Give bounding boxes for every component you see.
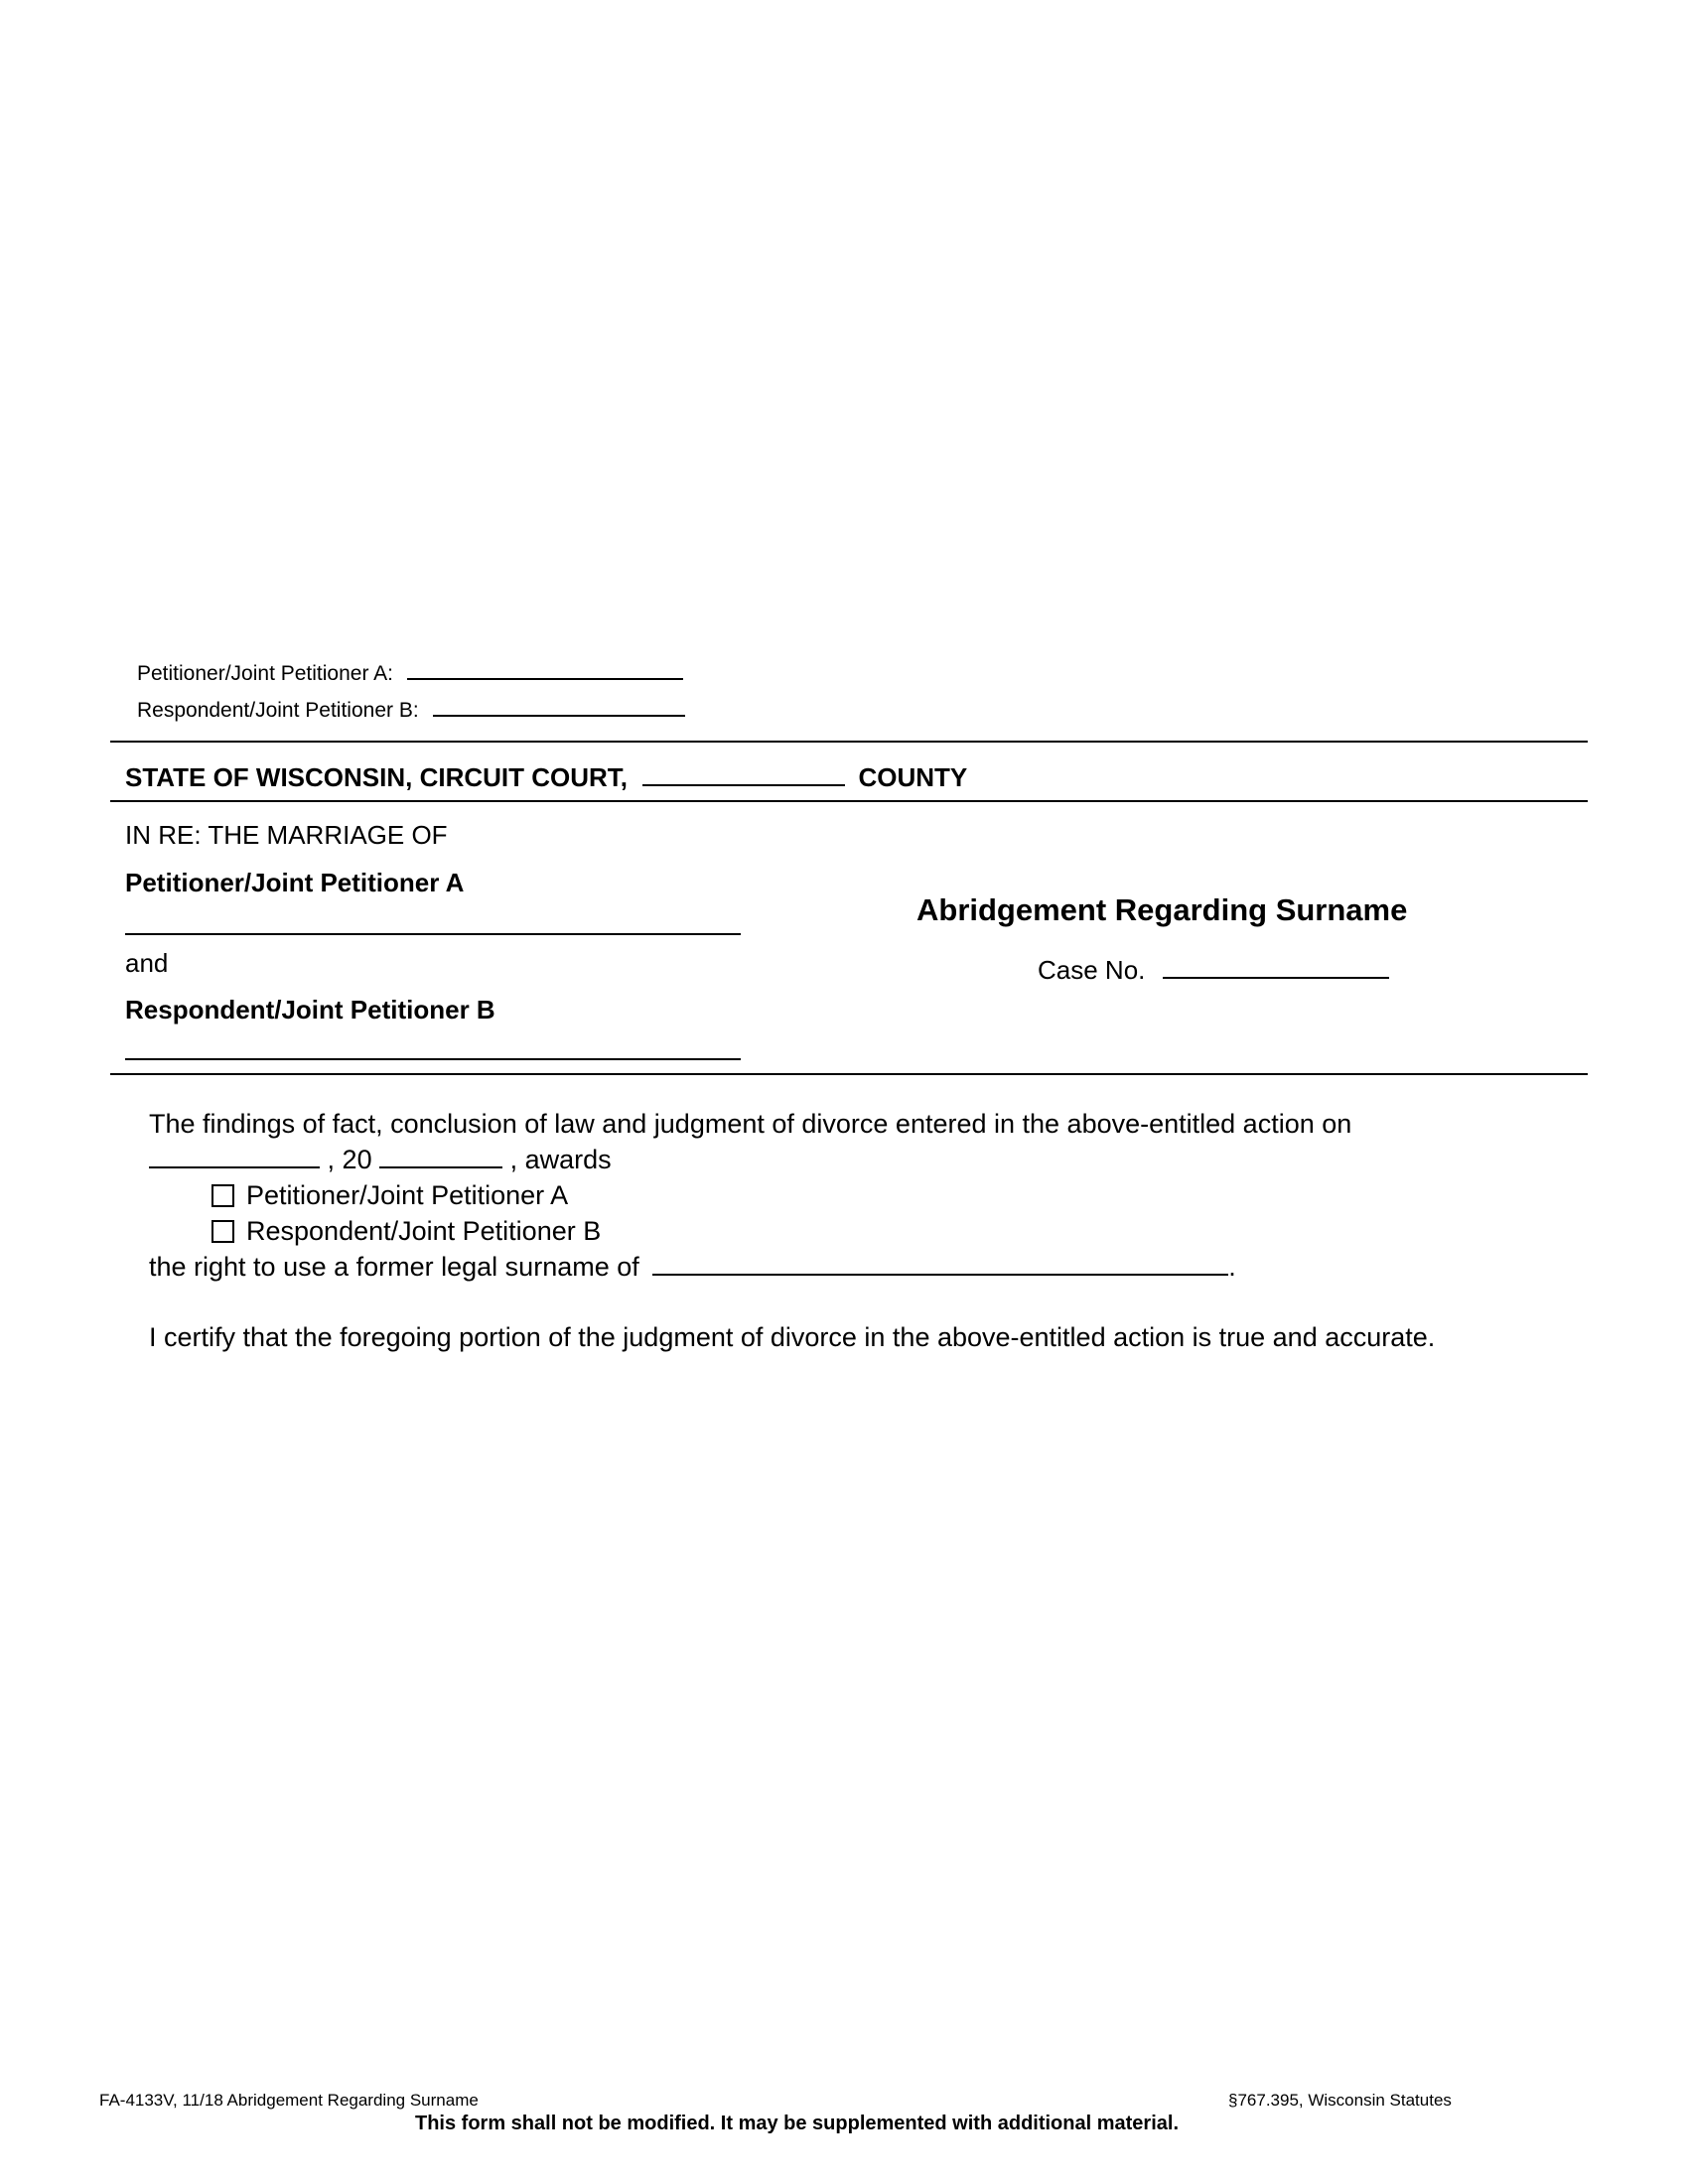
certification-text: I certify that the foregoing portion of the judgment of divorce in the above-entitled action is true and accurate. bbox=[149, 1322, 1436, 1352]
in-re-label: IN RE: THE MARRIAGE OF bbox=[125, 820, 448, 850]
date-row bbox=[149, 1145, 612, 1175]
county-label: COUNTY bbox=[858, 762, 968, 792]
case-number-row bbox=[1038, 955, 1389, 986]
statute-reference: §767.395, Wisconsin Statutes bbox=[1228, 2091, 1452, 2110]
awards-text: , awards bbox=[509, 1145, 612, 1174]
document-title: Abridgement Regarding Surname bbox=[916, 892, 1408, 927]
case-number-field[interactable] bbox=[1163, 977, 1389, 979]
option-b-row[interactable] bbox=[211, 1216, 601, 1247]
petitioner-header-row bbox=[137, 662, 683, 686]
option-b-label: Respondent/Joint Petitioner B bbox=[246, 1216, 602, 1246]
form-id: FA-4133V, 11/18 Abridgement Regarding Surname bbox=[99, 2091, 479, 2110]
respondent-name-field[interactable] bbox=[125, 1058, 741, 1060]
respondent-header-row bbox=[137, 699, 685, 723]
respondent-label: Respondent/Joint Petitioner B bbox=[125, 995, 495, 1024]
modification-notice: This form shall not be modified. It may be supplemented with additional material. bbox=[415, 2113, 1179, 2134]
county-field[interactable] bbox=[642, 784, 845, 786]
petitioner-checkbox[interactable] bbox=[211, 1184, 234, 1207]
petitioner-header-label: Petitioner/Joint Petitioner A: bbox=[137, 662, 393, 685]
surname-text: the right to use a former legal surname of bbox=[149, 1252, 639, 1282]
surname-row bbox=[149, 1252, 1236, 1283]
respondent-header-label: Respondent/Joint Petitioner B: bbox=[137, 699, 419, 722]
respondent-header-field[interactable] bbox=[433, 715, 685, 717]
year-prefix: 20 bbox=[342, 1145, 372, 1174]
date-comma: , bbox=[327, 1145, 336, 1174]
court-caption bbox=[125, 762, 967, 793]
body-top-rule bbox=[110, 1073, 1588, 1075]
respondent-checkbox[interactable] bbox=[211, 1220, 234, 1243]
caption-top-rule bbox=[110, 741, 1588, 743]
surname-period: . bbox=[1228, 1252, 1236, 1282]
judgment-year-field[interactable] bbox=[379, 1166, 502, 1168]
option-a-label: Petitioner/Joint Petitioner A bbox=[246, 1180, 569, 1210]
and-label: and bbox=[125, 948, 169, 978]
petitioner-label: Petitioner/Joint Petitioner A bbox=[125, 868, 465, 897]
judgment-date-field[interactable] bbox=[149, 1166, 320, 1168]
former-surname-field[interactable] bbox=[652, 1274, 1228, 1276]
petitioner-header-field[interactable] bbox=[407, 678, 683, 680]
petitioner-name-field[interactable] bbox=[125, 933, 741, 935]
case-number-label: Case No. bbox=[1038, 955, 1146, 985]
state-court-label: STATE OF WISCONSIN, CIRCUIT COURT, bbox=[125, 762, 629, 792]
findings-intro: The findings of fact, conclusion of law and judgment of divorce entered in the above-entitled action on bbox=[149, 1109, 1352, 1139]
caption-bottom-rule bbox=[110, 800, 1588, 802]
option-a-row[interactable] bbox=[211, 1180, 568, 1211]
